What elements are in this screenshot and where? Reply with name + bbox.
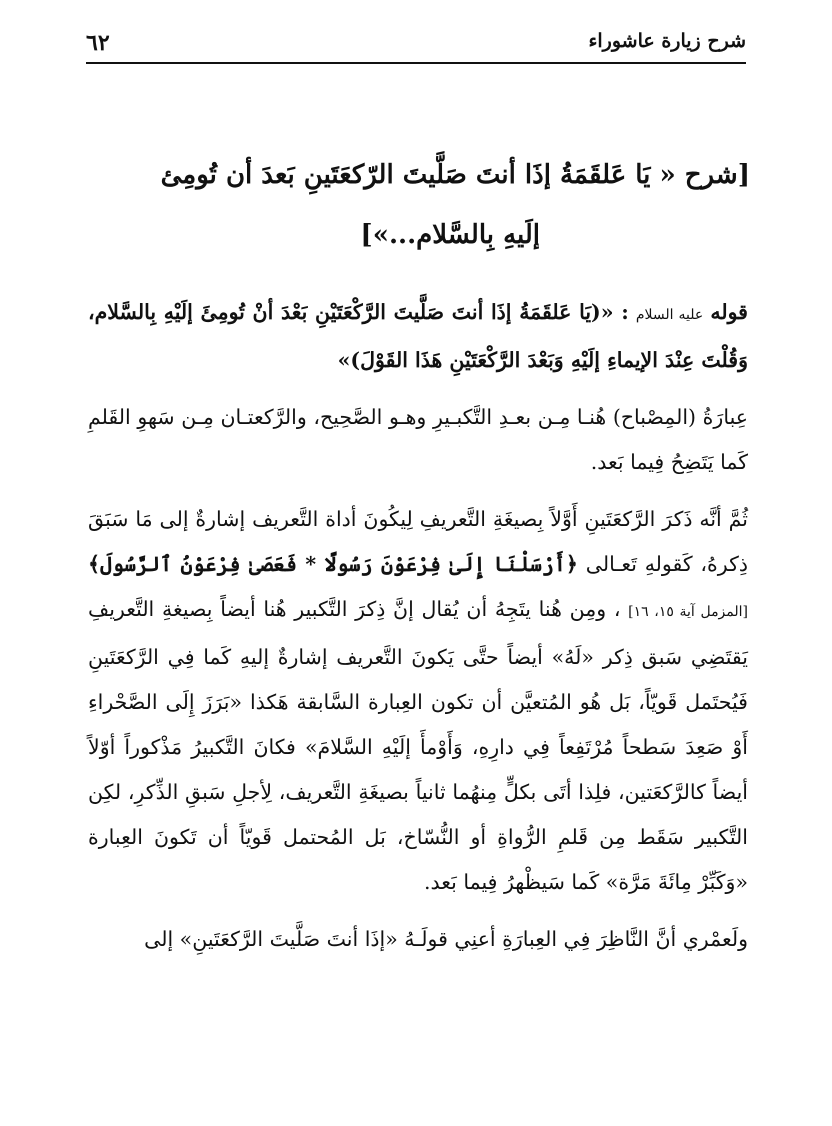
body-text <box>88 290 748 974</box>
verse-citation: [المزمل آية ١٥، ١٦] <box>628 604 748 620</box>
paragraph-4: ولَعمْري أنَّ النَّاظِرَ فِي العِبارَةِ أعنِي قولَـهُ «إذَا أنتَ صَلَّيتَ الرَّكعَتَينِ» إلى <box>144 927 748 951</box>
header-rule <box>86 62 746 64</box>
quote-text: : «(يَا عَلقَمَةُ إذَا أنتَ صَلَّيتَ الرَّكْعَتَيْنِ بَعْدَ أنْ تُومِئَ إلَيْهِ بِالسَّلام، وَقُلْتَ عِنْدَ الإيماءِ إلَيْهِ وَبَعْدَ الرَّكْعَتَيْنِ هَذَا القَوْلَ)» <box>88 300 748 372</box>
page-number: ٦٢ <box>86 30 110 56</box>
paragraph-quote <box>88 290 748 383</box>
paragraph-3-intro: ثُمَّ أنَّه ذَكرَ الرَّكعَتَينِ أَوَّلاً بِصيغَةِ التَّعريفِ لِيكُونَ أداة التَّعريف إشارةٌ إلى مَا سَبَقَ ذِكرهُ، كَقولهِ تَعـالى <box>88 507 748 576</box>
book-title: شرح زيارة عاشوراء <box>588 30 746 52</box>
section-heading-line-1: [شرح « يَا عَلقَمَةُ إذَا أنتَ صَلَّيتَ الرّكعَتَينِ بَعدَ أن تُومِئ <box>160 160 750 190</box>
running-header <box>86 30 746 64</box>
quran-verse: ﴿أَرْسَلْنَا إِلَىٰ فِرْعَوْنَ رَسُولًا * فَعَصَىٰ فِرْعَوْنُ ٱلرَّسُولَ﴾ <box>88 552 578 576</box>
honorific: عليه السلام <box>635 307 704 323</box>
section-heading <box>90 145 750 265</box>
quote-lead: قوله <box>710 300 748 324</box>
paragraph-3 <box>88 497 748 905</box>
paragraph-2: عِبارَةُ (المِصْباح) هُنـا مِـن بعـدِ التَّكبـيرِ وهـو الصَّحِيح، والرَّكعتـان مِـن سَهوِ القَلمِ كَما يَتَضِحُ فِيما بَعد. <box>88 405 748 474</box>
paragraph-3-body: ، ومِن هُنا يتَجِهُ أن يُقال إنَّ ذِكرَ التَّكبير هُنا أيضاً بِصيغةِ التَّعريفِ يَقتَضِي سَبق ذِكر «لَهُ» أيضاً حتَّى يَكونَ التَّعريف إشارةٌ إليهِ كَما فِي الرَّكعَتَينِ فَيُحتَمل قَويّاً، بَل هُو المُتعيَّن أن تكون العِبارة السَّابقة هَكذا «بَرَزَ إِلَى الصَّحْراءِ أَوْ صَعِدَ سَطحاً مُرْتَفِعاً فِي دارِهِ، وَأَوْمأَ إلَيْهِ السَّلامَ» فكانَ التَّكبيرُ مَذْكوراً أوّلاً أيضاً كالرَّكعَتين، فلِذا أتَى بكلٍّ مِنهُما ثانياً بصيغَةِ التَّعريف، لِأجلِ سَبقِ الذِّكرِ، لكِن التَّكبير سَقَط مِن قَلمِ الرُّواةِ أو النُّسّاخ، بَل المُحتمل قَويّاً أن تَكونَ العِبارة «وَكَبِّرْ مِائَةَ مَرَّة» كَما سَيظْهرُ فِيما بَعد. <box>88 597 748 894</box>
section-heading-line-2: إلَيهِ بِالسَّلام...»] <box>360 220 540 250</box>
